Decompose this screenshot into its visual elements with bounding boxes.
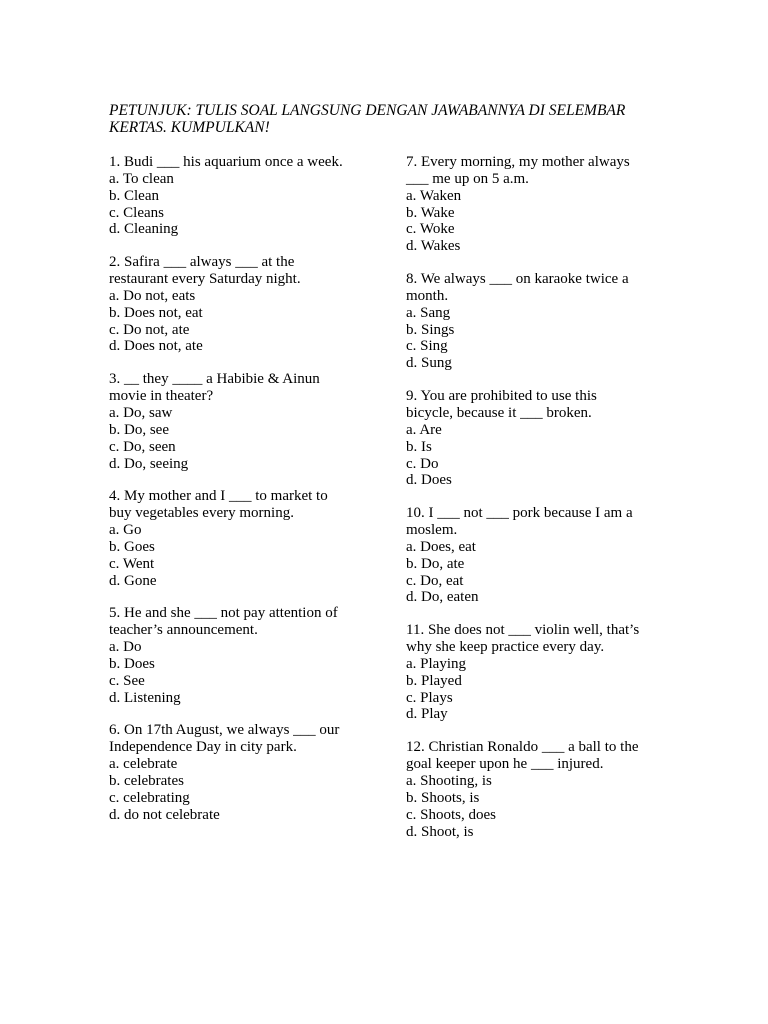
answer-option: c. Shoots, does: [406, 806, 496, 823]
answer-option: d. Sung: [406, 355, 452, 372]
answer-option: d. Do, eaten: [406, 589, 479, 606]
question-text: Independence Day in city park.: [109, 739, 297, 756]
question-text: month.: [406, 287, 449, 304]
question-text: movie in theater?: [109, 388, 214, 405]
answer-option: a. Do, saw: [109, 404, 173, 421]
answer-option: c. Went: [109, 555, 155, 572]
question-text: 8. We always ___ on karaoke twice a: [406, 271, 629, 288]
question-text: why she keep practice every day.: [406, 639, 605, 656]
question-block: [406, 271, 696, 372]
answer-option: a. Playing: [406, 655, 466, 672]
question-column-right: [406, 154, 696, 856]
question-text: bicycle, because it ___ broken.: [406, 404, 592, 421]
answer-option: c. Plays: [406, 689, 453, 706]
question-text: 10. I ___ not ___ pork because I am a: [406, 505, 633, 522]
answer-option: a. Do not, eats: [109, 287, 196, 304]
answer-option: d. Does not, ate: [109, 338, 203, 355]
answer-option: b. Clean: [109, 187, 159, 204]
question-text: teacher’s announcement.: [109, 622, 258, 639]
question-text: 7. Every morning, my mother always: [406, 154, 630, 170]
answer-option: b. Does not, eat: [109, 304, 203, 321]
question-block: [406, 154, 696, 255]
answer-option: b. Goes: [109, 538, 155, 555]
question-block: [109, 254, 399, 355]
answer-option: c. Woke: [406, 221, 455, 238]
question-text: goal keeper upon he ___ injured.: [406, 756, 604, 773]
question-block: [109, 371, 399, 472]
question-block: [406, 505, 696, 606]
answer-option: a. Go: [109, 522, 142, 539]
question-text: 4. My mother and I ___ to market to: [109, 488, 328, 505]
answer-option: a. Do: [109, 639, 142, 656]
question-block: [406, 739, 696, 840]
answer-option: d. Do, seeing: [109, 455, 189, 472]
question-text: ___ me up on 5 a.m.: [406, 170, 529, 187]
answer-option: a. Waken: [406, 187, 462, 204]
answer-option: b. Is: [406, 438, 432, 455]
question-block: [109, 722, 399, 823]
answer-option: c. Do, eat: [406, 572, 464, 589]
answer-option: d. Cleaning: [109, 221, 179, 238]
answer-option: c. Sing: [406, 338, 448, 355]
question-block: [109, 154, 399, 238]
question-block: [406, 622, 696, 723]
answer-option: a. Are: [406, 421, 442, 438]
answer-option: c. See: [109, 672, 145, 689]
question-text: 3. __ they ____ a Habibie & Ainun: [109, 371, 320, 388]
question-text: 2. Safira ___ always ___ at the: [109, 254, 295, 271]
answer-option: d. Shoot, is: [406, 823, 474, 840]
question-block: [406, 388, 696, 489]
question-block: [109, 488, 399, 589]
answer-option: d. Listening: [109, 689, 181, 706]
answer-option: b. Does: [109, 655, 155, 672]
instruction-heading: PETUNJUK: TULIS SOAL LANGSUNG DENGAN JAWABANNYA DI SELEMBAR KERTAS. KUMPULKAN!: [109, 102, 626, 136]
question-text: 11. She does not ___ violin well, that’s: [406, 622, 640, 639]
answer-option: c. Do not, ate: [109, 321, 190, 338]
answer-option: a. Does, eat: [406, 538, 476, 555]
question-column-left: [109, 154, 399, 840]
question-text: 1. Budi ___ his aquarium once a week.: [109, 154, 343, 170]
answer-option: d. do not celebrate: [109, 806, 220, 823]
answer-option: d. Gone: [109, 572, 157, 589]
answer-option: a. Sang: [406, 304, 451, 321]
answer-option: b. Played: [406, 672, 462, 689]
answer-option: c. celebrating: [109, 789, 190, 806]
answer-option: b. Do, ate: [406, 555, 465, 572]
answer-option: c. Cleans: [109, 204, 164, 221]
answer-option: d. Play: [406, 706, 448, 723]
question-text: 5. He and she ___ not pay attention of: [109, 605, 338, 622]
answer-option: b. celebrates: [109, 773, 184, 789]
answer-option: d. Does: [406, 472, 452, 489]
answer-option: b. Shoots, is: [406, 789, 480, 806]
question-block: [109, 605, 399, 706]
answer-option: b. Wake: [406, 204, 455, 221]
question-text: 6. On 17th August, we always ___ our: [109, 722, 340, 739]
answer-option: a. To clean: [109, 170, 174, 187]
answer-option: c. Do: [406, 455, 439, 472]
answer-option: b. Sings: [406, 321, 455, 338]
question-text: 9. You are prohibited to use this: [406, 388, 597, 405]
answer-option: a. celebrate: [109, 756, 178, 773]
question-text: moslem.: [406, 522, 458, 539]
answer-option: d. Wakes: [406, 238, 461, 255]
question-text: 12. Christian Ronaldo ___ a ball to the: [406, 739, 639, 756]
question-text: buy vegetables every morning.: [109, 505, 294, 522]
answer-option: b. Do, see: [109, 421, 169, 438]
answer-option: c. Do, seen: [109, 438, 176, 455]
answer-option: a. Shooting, is: [406, 773, 492, 789]
question-text: restaurant every Saturday night.: [109, 271, 301, 288]
